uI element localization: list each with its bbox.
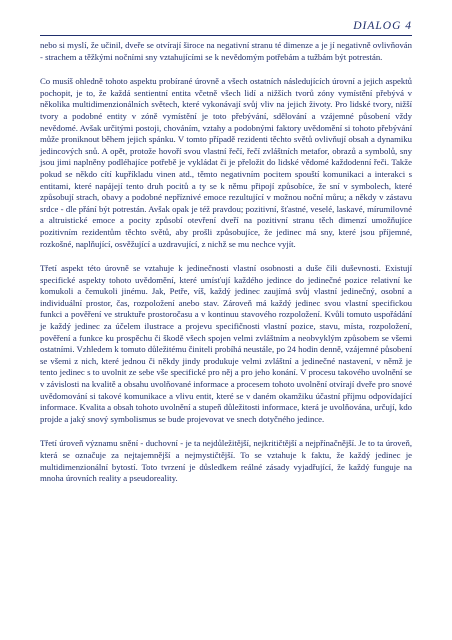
running-header: DIALOG 4 xyxy=(353,20,412,32)
paragraph: Co musíš ohledně tohoto aspektu probírané úrovně a všech ostatních následujících úrovní a jejich aspektů pochopit, je to, že každá sentientní entita včetně všech lidí a nižších tvorů zóny vymístění přebývá v několika multidimenzionálních světech, které vykonávají svůj vliv na jejich životy. Pro lidské tvory, nižší tvory a podobné entity v zóně vymístění je toto přebývání, sdělování a vzájemné působení vždy nevědomé. Avšak určitými postoji, chováním, vztahy a podobnými faktory uvědomění si tohoto přebývání může proniknout během jejich spánku. V tomto případě rezidenti těchto světů ovlivňují obsah a dynamiku jedincových snů. A opět, protože hovoří svou vlastní řečí, řečí zvláštních metafor, obrazů a symbolů, sny jsou jimi naplněny podléhajíce potřebě je vykládat či je přeložit do lidské vědomé každodenní řeči. Takže pokud se někdo cítí kupříkladu vinen atd., těmto negativním pocitem spouští komunikaci a interakci s entitami, které napájejí tento druh pocitů a ty se k němu připojí způsobíce, že sní v symbolech, které způsobují strach, obavy a podobné nepříznivé emoce rezultující v možnou noční můru; a někdy v zástavu srdce - dle přání být potrestán. Avšak opak je též pravdou; pozitivní, šťastné, veselé, laskavé, mírumilovné a altruistické emoce a pocity způsobí otevření dveří na pozitivní stranu těch dimenzí umožňujíce pozitivním rezidentům těchto světů, aby prošli způsobujíce, že jedinec má sny, které jsou příjemné, rozkošné, naplňující, osvěžující a uzdravující, z nichž se mu nechce vyjít. xyxy=(40,76,412,249)
body-text xyxy=(40,40,412,498)
paragraph: nebo si myslí, že učinil, dveře se otvírají široce na negativní stranu té dimenze a je jí negativně ovlivňován - strachem a těžkými nočními sny vztahujícími se k nevědomým potřebám a tužbám být potrestán. xyxy=(40,40,412,62)
paragraph: Třetí aspekt této úrovně se vztahuje k jedinečnosti vlastní osobnosti a duše čili duševnosti. Existují specifické aspekty tohoto uvědomění, které umísťují každého jedince do jedinečné pozice relativní ke komukoli a čemukoli jinému. Jak, Petře, víš, každý jedinec zaujímá svůj vlastní jedinečný, osobní a individuální prostor, čas, rozpoložení anebo stav. Zároveň má každý jedinec svou vlastní specifickou funkci a pověření ve struktuře prostoročasu a v kontinuu stavového rozpoložení. Kvůli tomuto uspořádání je každý jedinec za účelem ilustrace a projevu specifičnosti vlastní pozice, stavu, místa, rozpoložení, pověření a funkce ku prospěchu či škodě všech spojen velmi zvláštním a neobvyklým způsobem se všemi ostatními. Vzhledem k tomuto důležitému činiteli probíhá neustále, po 24 hodin denně, vzájemné působení se všemi z nich, které jednou či někdy jindy produkuje velmi zvláštní a jedinečné nastavení, v němž je tento jedinec s to uvolnit ze sebe vše specifické pro něj a pro jeho konání. V procesu takového uvolnění se v závislosti na kvalitě a obsahu uvolňované informace a procesem tohoto uvolnění otvírají dveře pro snové uvědomování si takové komunikace a vlivu entit, které se v daném okamžiku účastní příjmu odpovídající informace. Kvalita a obsah tohoto uvolnění a stupeň důležitosti informace, která je uvolňována, určují, kdo projde a jaký snový symbolismus se bude projevovat ve snech dotyčného jedince. xyxy=(40,263,413,424)
header-rule xyxy=(40,35,412,36)
paragraph: Třetí úroveň významu snění - duchovní - je ta nejdůležitější, nejkritičtější a nejpřínačnější. Je to ta úroveň, která se označuje za nejtajemnější a nejmystičtější. To se vztahuje k faktu, že každý jedinec je multidimenzionální bytostí. Toto tvrzení je důsledkem reálné zásady vyjadřující, že každý funguje na mnoha úrovních reality a pseudoreality. xyxy=(40,438,412,484)
